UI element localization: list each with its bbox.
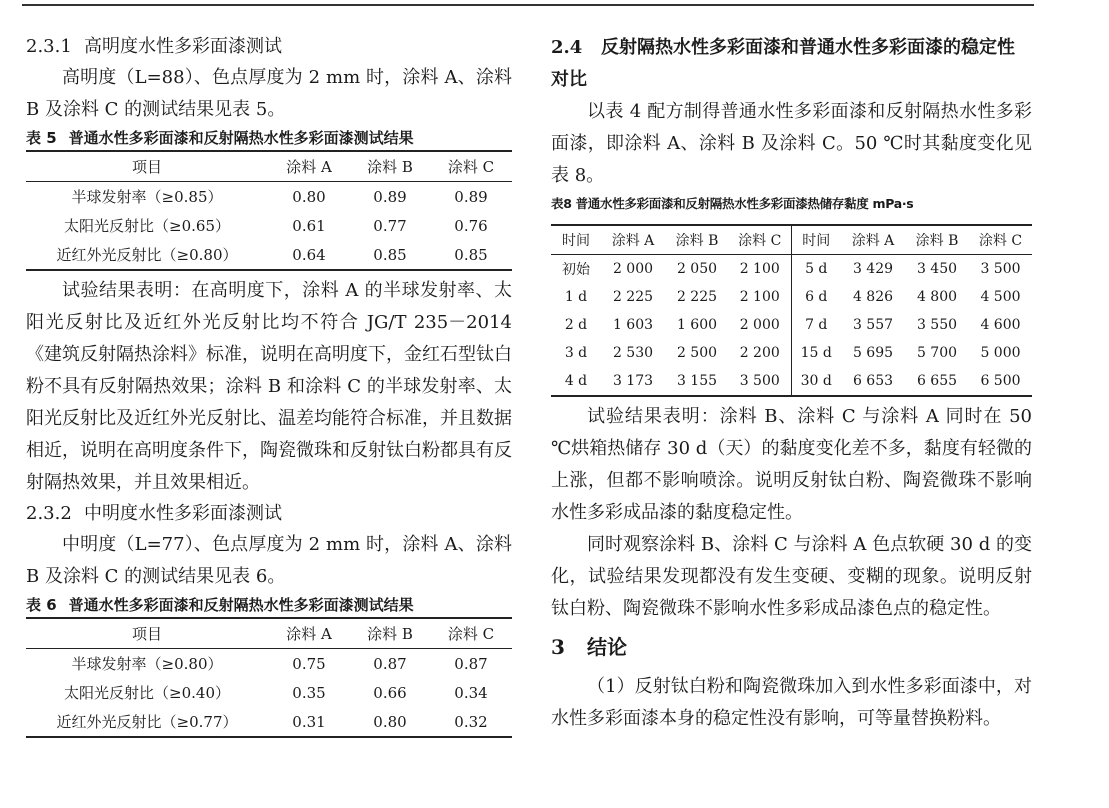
table-cell: 3 550 — [916, 317, 958, 333]
table-cell: 3 500 — [739, 373, 780, 389]
column-header: 涂料 C — [978, 233, 1023, 249]
table-cell: 2 000 — [739, 317, 780, 333]
column-header: 涂料 A — [611, 233, 655, 249]
paragraph: 中明度（L=77）、色点厚度为 2 mm 时，涂料 A、涂料 B 及涂料 C 的测试结果见表 6。 — [26, 534, 512, 587]
table-cell: 4 826 — [852, 289, 894, 305]
paragraph: 同时观察涂料 B、涂料 C 与涂料 A 色点软硬 30 d 的变化，试验结果发现都没有发生变硬、变糊的现象。说明反射钛白粉、陶瓷微珠不影响水性多彩成品漆色点的稳定性。 — [551, 534, 1032, 619]
table-row — [551, 255, 1032, 284]
column-header: 项目 — [131, 158, 162, 176]
section-2-3-1-heading — [26, 32, 512, 62]
table-cell: 6 655 — [916, 373, 958, 389]
table-cell: 1 603 — [612, 317, 654, 333]
table-cell: 0.75 — [292, 654, 326, 673]
table-title: 普通水性多彩面漆和反射隔热水性多彩面漆热储存黏度 mPa·s — [575, 196, 914, 211]
table-row — [26, 182, 512, 212]
right-column — [551, 32, 1032, 735]
table-cell: 3 d — [564, 345, 588, 361]
section-2-4-heading — [551, 32, 1032, 96]
table-row — [26, 211, 512, 240]
table-cell: 太阳光反射比（≥0.40） — [64, 684, 230, 702]
table-cell: 0.66 — [373, 683, 407, 702]
paragraph: 试验结果表明：涂料 B、涂料 C 与涂料 A 同时在 50 ℃烘箱热储存 30 d（天）的黏度变化差不多，黏度有轻微的上涨，但都不影响喷涂。说明反射钛白粉、陶瓷微珠不影响水性多彩成品漆的黏度稳定性。 — [551, 406, 1032, 523]
table-cell: 5 d — [791, 255, 841, 284]
table-cell: 6 d — [791, 283, 841, 311]
table-cell: 半球发射率（≥0.85） — [71, 188, 223, 206]
table-cell: 4 800 — [916, 289, 958, 305]
table-cell: 3 155 — [676, 373, 718, 389]
section-title: 高明度水性多彩面漆测试 — [84, 36, 282, 57]
table-cell: 2 225 — [676, 289, 718, 305]
table-cell: 2 200 — [739, 345, 780, 361]
table-row — [26, 707, 512, 737]
table-cell: 0.61 — [292, 216, 326, 235]
table-cell: 初始 — [562, 262, 590, 278]
table-cell: 2 500 — [676, 345, 718, 361]
table-row — [26, 678, 512, 707]
table-row — [551, 339, 1032, 367]
left-column — [26, 32, 512, 738]
section-title: 反射隔热水性多彩面漆和普通水性多彩面漆的稳定性对比 — [551, 37, 1015, 90]
column-header: 涂料 B — [675, 233, 719, 249]
table-cell: 0.89 — [373, 187, 407, 206]
column-header: 涂料 C — [447, 158, 495, 176]
table-cell: 4 d — [564, 373, 588, 389]
table-row — [26, 240, 512, 270]
table-cell: 0.34 — [454, 683, 488, 702]
paragraph: （1）反射钛白粉和陶瓷微珠加入到水性多彩面漆中，对水性多彩面漆本身的稳定性没有影响，可等量替换粉料。 — [551, 676, 1032, 729]
table-title: 普通水性多彩面漆和反射隔热水性多彩面漆测试结果 — [68, 129, 414, 147]
section-number: 2.3.1 — [26, 36, 72, 57]
section-number: 3 — [551, 635, 565, 659]
column-header: 涂料 A — [851, 233, 895, 249]
paragraph: 试验结果表明：在高明度下，涂料 A 的半球发射率、太阳光反射比及近红外光反射比均不符合 JG/T 235－2014《建筑反射隔热涂料》标准，说明在高明度下，金红石型钛白粉不具有反射隔热效果；涂料 B 和涂料 C 的半球发射率、太阳光反射比及近红外光反射比、温差均能符合标准，并且数据相近，说明在高明度条件下，陶瓷微珠和反射钛白粉都具有反射隔热效果，并且效果相近。 — [26, 280, 512, 493]
table-cell: 4 600 — [980, 317, 1021, 333]
table-cell: 5 700 — [916, 345, 958, 361]
table-cell: 0.89 — [454, 187, 488, 206]
table-cell: 0.87 — [454, 654, 488, 673]
table-cell: 0.87 — [373, 654, 407, 673]
column-header: 涂料 A — [286, 625, 332, 643]
column-header: 涂料 A — [286, 158, 332, 176]
section-3-heading — [551, 629, 1032, 665]
table-cell: 3 557 — [852, 317, 894, 333]
table-cell: 0.80 — [373, 712, 407, 731]
table-cell: 6 500 — [980, 373, 1021, 389]
paragraph: 高明度（L=88）、色点厚度为 2 mm 时，涂料 A、涂料 B 及涂料 C 的测试结果见表 5。 — [26, 67, 512, 120]
table-6 — [26, 617, 512, 738]
table-cell: 0.76 — [454, 216, 488, 235]
table-cell: 3 429 — [852, 261, 894, 277]
table-row — [26, 649, 512, 679]
table-cell: 15 d — [791, 339, 841, 367]
table-cell: 0.77 — [373, 216, 407, 235]
column-header: 涂料 C — [447, 625, 495, 643]
table-cell: 0.80 — [292, 187, 326, 206]
table-cell: 0.85 — [373, 245, 407, 264]
table-8-caption — [551, 192, 1032, 216]
table-cell: 2 100 — [739, 289, 780, 305]
table-cell: 2 100 — [739, 261, 780, 277]
table-cell: 4 500 — [980, 289, 1021, 305]
table-cell: 2 000 — [612, 261, 654, 277]
column-header: 时间 — [791, 225, 841, 255]
table-cell: 0.32 — [454, 712, 488, 731]
table-cell: 0.35 — [292, 683, 326, 702]
table-cell: 0.85 — [454, 245, 488, 264]
column-header: 时间 — [562, 233, 590, 249]
table-row — [551, 283, 1032, 311]
table-cell: 近红外光反射比（≥0.80） — [56, 246, 238, 264]
table-cell: 7 d — [791, 311, 841, 339]
table-cell: 3 500 — [980, 261, 1021, 277]
table-number: 表8 — [551, 196, 572, 211]
top-rule — [22, 4, 1034, 6]
table-row — [551, 311, 1032, 339]
table-cell: 半球发射率（≥0.80） — [71, 655, 223, 673]
table-cell: 5 000 — [980, 345, 1021, 361]
column-header: 涂料 B — [367, 158, 413, 176]
table-cell: 6 653 — [852, 373, 894, 389]
table-row — [551, 367, 1032, 396]
column-header: 涂料 B — [367, 625, 413, 643]
section-2-3-2-heading — [26, 499, 512, 529]
table-cell: 太阳光反射比（≥0.65） — [64, 217, 230, 235]
table-number: 表 5 — [26, 129, 57, 147]
table-cell: 5 695 — [852, 345, 894, 361]
table-cell: 2 050 — [676, 261, 718, 277]
table-cell: 0.31 — [292, 712, 326, 731]
table-cell: 2 225 — [612, 289, 654, 305]
table-cell: 近红外光反射比（≥0.77） — [56, 713, 238, 731]
section-title: 结论 — [587, 635, 627, 659]
table-6-caption — [26, 593, 512, 617]
table-header-row — [26, 151, 512, 182]
table-title: 普通水性多彩面漆和反射隔热水性多彩面漆测试结果 — [68, 596, 414, 614]
table-cell: 1 d — [564, 289, 588, 305]
column-header: 项目 — [131, 625, 162, 643]
table-cell: 1 600 — [676, 317, 718, 333]
table-8 — [551, 224, 1032, 397]
table-cell: 2 d — [564, 317, 588, 333]
table-cell: 3 450 — [916, 261, 958, 277]
table-cell: 0.64 — [292, 245, 326, 264]
table-cell: 2 530 — [612, 345, 654, 361]
table-number: 表 6 — [26, 596, 57, 614]
table-header-row — [551, 225, 1032, 255]
table-5-caption — [26, 126, 512, 150]
paragraph: 以表 4 配方制得普通水性多彩面漆和反射隔热水性多彩面漆，即涂料 A、涂料 B 及涂料 C。50 ℃时其黏度变化见表 8。 — [551, 101, 1032, 186]
table-cell: 3 173 — [612, 373, 654, 389]
column-header: 涂料 C — [738, 233, 782, 249]
table-5 — [26, 150, 512, 271]
column-header: 涂料 B — [915, 233, 959, 249]
table-header-row — [26, 618, 512, 649]
table-cell: 30 d — [791, 367, 841, 396]
section-number: 2.3.2 — [26, 503, 72, 524]
section-number: 2.4 — [551, 37, 583, 58]
section-title: 中明度水性多彩面漆测试 — [84, 503, 282, 524]
